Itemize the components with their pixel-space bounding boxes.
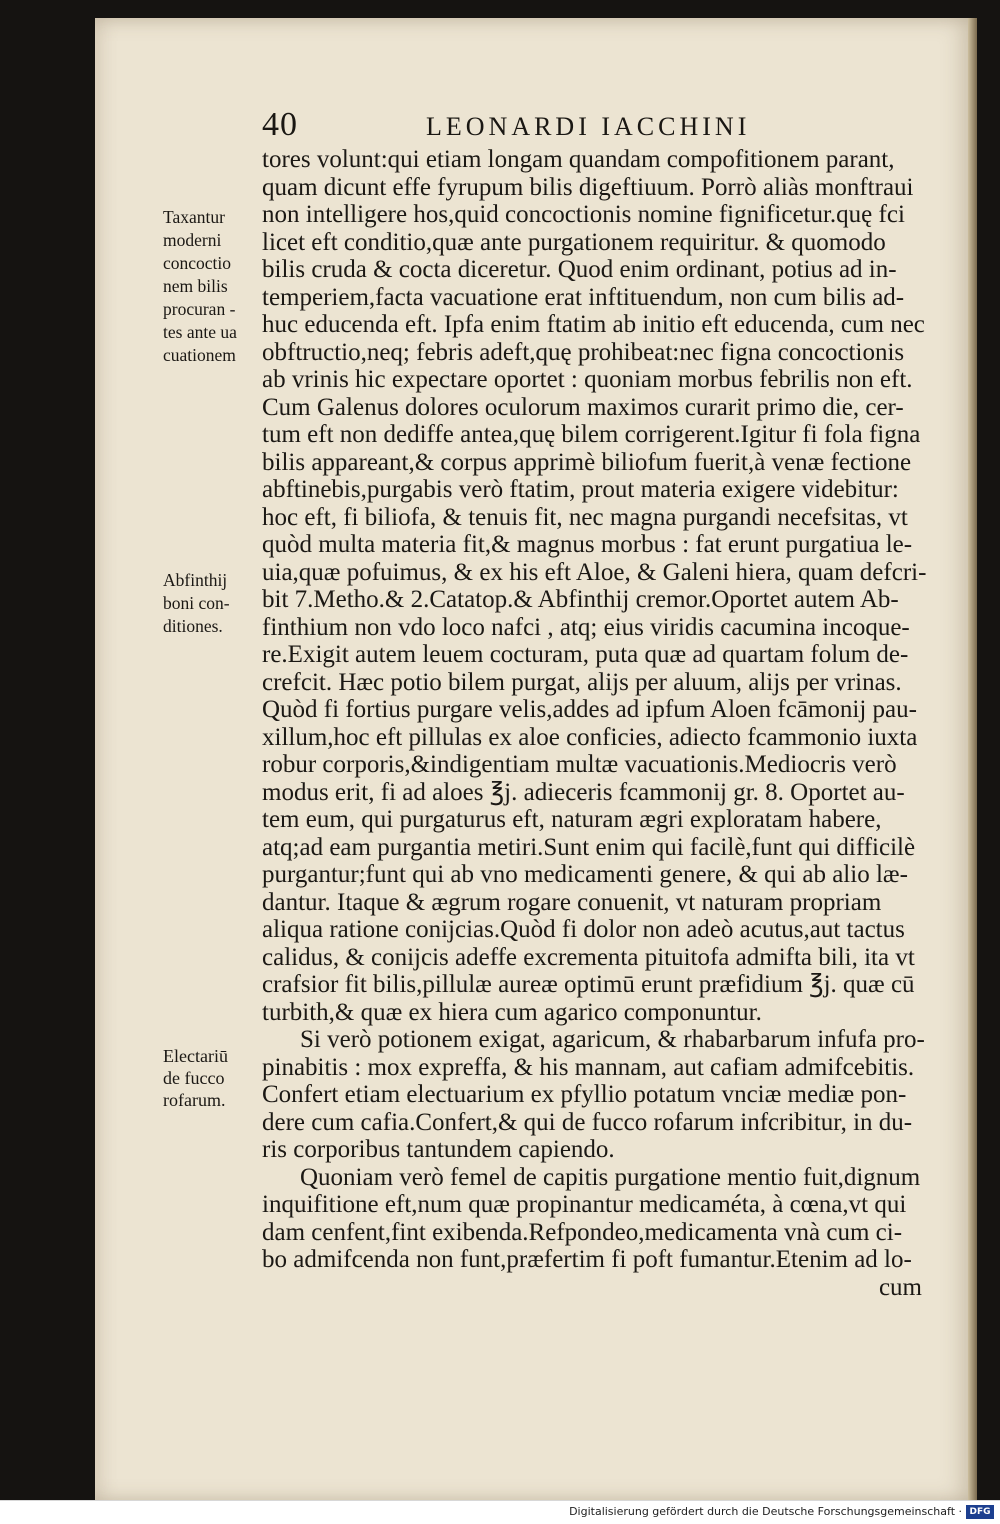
page-number: 40 <box>262 106 298 143</box>
margin-note-line: procuran - <box>163 299 236 319</box>
text-line: tum eft non dediffe antea,quę bilem corrigerent.Igitur fi fola figna <box>262 421 921 448</box>
dfg-logo: DFG <box>966 1505 994 1519</box>
margin-note <box>163 569 259 638</box>
text-line: bo admifcenda non funt,præfertim fi poft fumantur.Etenim ad lo- <box>262 1246 912 1273</box>
main-text-block <box>262 146 927 1301</box>
page-header <box>262 106 922 146</box>
text-line: dantur. Itaque & ægrum rogare conuenit, vt naturam propriam <box>262 888 882 916</box>
text-line: finthium non vdo loco nafci , atq; eius viridis cacumina incoque- <box>262 613 910 641</box>
catchword: cum <box>878 1273 922 1301</box>
margin-note-line: nem bilis <box>163 276 228 296</box>
text-line: crafsior fit bilis,pillulæ aureæ optimū erunt præfidium ℥j. quæ cū <box>262 971 915 998</box>
text-line: re.Exigit autem leuem cocturam, puta quæ ad quartam folum de- <box>262 641 909 668</box>
text-line: crefcit. Hæc potio bilem purgat, alijs per aluum, alijs per vrinas. <box>262 668 902 696</box>
text-line: abftinebis,purgabis verò ftatim, prout materia exigere videbitur: <box>262 476 899 503</box>
text-line: dam cenfent,fint exibenda.Refpondeo,medicamenta vnà cum ci- <box>262 1218 903 1246</box>
margin-note-line: rofarum. <box>163 1090 226 1110</box>
text-line: Si verò potionem exigat, agaricum, & rhabarbarum infufa pro- <box>300 1026 925 1053</box>
text-line: pinabitis : mox expreffa, & his mannam, aut cafiam admifcebitis. <box>262 1053 915 1081</box>
margin-note-line: cuationem <box>163 345 236 365</box>
text-line: aliqua ratione conijcias.Quòd fi dolor non adeò acutus,aut tactus <box>262 916 905 943</box>
text-line: calidus, & conijcis adeffe excrementa pituitofa admifta bili, ita vt <box>262 943 915 971</box>
running-head: LEONARDI IACCHINI <box>426 112 751 141</box>
text-line: hoc eft, fi biliofa, & tenuis fit, nec magna purgandi necefsitas, vt <box>262 503 908 531</box>
text-line: Cum Galenus dolores oculorum maximos curarit primo die, cer- <box>262 393 904 421</box>
text-line: tem eum, qui purgaturus eft, naturam ægri exploratam habere, <box>262 806 882 833</box>
text-line: inquifitione eft,num quæ propinantur medicaméta, à cœna,vt qui <box>262 1191 907 1218</box>
text-line: huc educenda eft. Ipfa enim ftatim ab initio eft educenda, cum nec <box>262 311 925 338</box>
text-line: Confert etiam electuarium ex pfyllio potatum vnciæ mediæ pon- <box>262 1081 907 1108</box>
text-line: Quòd fi fortius purgare velis,addes ad ipfum Aloen fcāmonij pau- <box>262 696 917 723</box>
margin-note-line: ditiones. <box>163 616 223 636</box>
page-edge <box>968 18 977 1502</box>
text-line: non intelligere hos,quid concoctionis nomine fignificetur.quę fci <box>262 201 905 228</box>
text-line: modus erit, fi ad aloes ℥j. adieceris fcammonij gr. 8. Oportet au- <box>262 778 905 806</box>
margin-note <box>163 206 259 367</box>
margin-note-line: Taxantur <box>163 207 225 227</box>
text-line: licet eft conditio,quæ ante purgationem requiritur. & quomodo <box>262 228 886 256</box>
text-line: turbith,& quæ ex hiera cum agarico componuntur. <box>262 998 762 1026</box>
text-line: ab vrinis hic expectare oportet : quoniam morbus febrilis non eft. <box>262 366 913 393</box>
text-line: ris corporibus tantundem capiendo. <box>262 1136 615 1163</box>
margin-note <box>163 1045 259 1111</box>
text-line: obftructio,neq; febris adeft,quę prohibeat:nec figna concoctionis <box>262 338 905 366</box>
footer-credit: Digitalisierung gefördert durch die Deutsche Forschungsgemeinschaft · <box>569 1505 962 1518</box>
text-line: bilis appareant,& corpus apprimè biliofum fuerit,à venæ fectione <box>262 448 912 476</box>
margin-note-line: moderni <box>163 230 222 250</box>
margin-note-line: Electariū <box>163 1046 228 1066</box>
text-line: uia,quæ pofuimus, & ex his eft Aloe, & Galeni hiera, quam defcri- <box>262 558 927 586</box>
text-line: purgantur;funt qui ab vno medicamenti genere, & qui ab alio læ- <box>262 861 908 888</box>
margin-note-line: tes ante ua <box>163 322 237 342</box>
text-line: quòd multa materia fit,& magnus morbus : fat erunt purgatiua le- <box>262 531 913 558</box>
margin-note-line: Abfinthij <box>163 570 228 590</box>
text-line: atq;ad eam purgantia metiri.Sunt enim qui facilè,funt qui difficilè <box>262 833 916 861</box>
text-line: bilis cruda & cocta diceretur. Quod enim ordinant, potius ad in- <box>262 256 897 283</box>
text-line: temperiem,facta vacuatione erat inftituendum, non cum bilis ad- <box>262 283 905 311</box>
text-line: tores volunt:qui etiam longam quandam compofitionem parant, <box>262 146 895 173</box>
text-line: xillum,hoc eft pillulas ex aloe conficies, adiecto fcammonio iuxta <box>262 723 918 751</box>
digitization-footer <box>0 1500 1000 1524</box>
text-line: bit 7.Metho.& 2.Catatop.& Abfinthij cremor.Oportet autem Ab- <box>262 586 899 613</box>
margin-note-line: concoctio <box>163 253 232 273</box>
text-line: quam dicunt effe fyrupum bilis digeftiuum. Porrò aliàs monftraui <box>262 173 914 201</box>
text-line: Quoniam verò femel de capitis purgatione mentio fuit,dignum <box>300 1163 921 1191</box>
text-line: dere cum cafia.Confert,& qui de fucco rofarum infcribitur, in du- <box>262 1108 913 1136</box>
margin-note-line: boni con- <box>163 593 230 613</box>
text-line: robur corporis,&indigentiam multæ vacuationis.Mediocris verò <box>262 751 897 778</box>
margin-note-line: de fucco <box>163 1068 225 1088</box>
